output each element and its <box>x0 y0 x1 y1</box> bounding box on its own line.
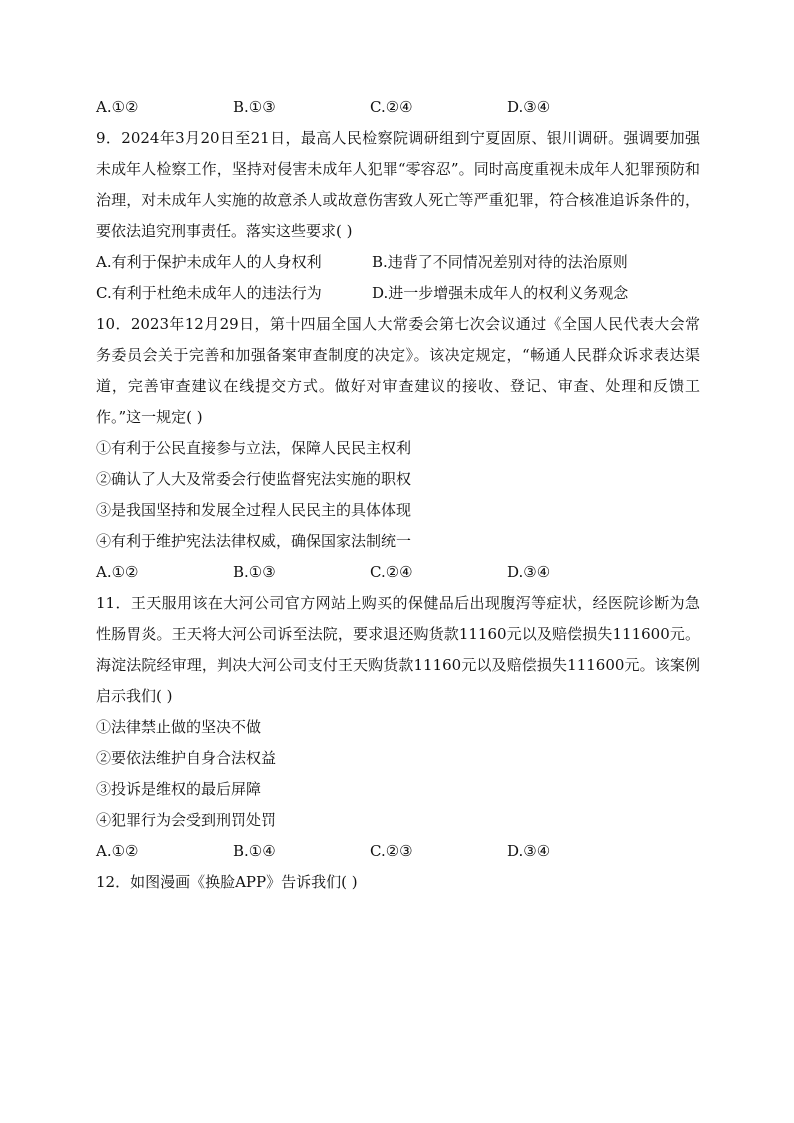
q9-stem: 9．2024年3月20日至21日，最高人民检察院调研组到宁夏固原、银川调研。强调要加强未成年人检察工作，坚持对侵害未成年人犯罪“零容忍”。同时高度重视未成年人犯罪预防和治理，对未成年人实施的故意杀人或故意伤害致人死亡等严重犯罪，符合核准追诉条件的，要依法追究刑事责任。落实这些要求( ) <box>96 129 700 240</box>
q10-option-a: A.①② <box>96 563 139 581</box>
q8-option-c: C.②④ <box>370 98 413 116</box>
q11-stem: 11．王天服用该在大河公司官方网站上购买的保健品后出现腹泻等症状，经医院诊断为急性肠胃炎。王天将大河公司诉至法院，要求退还购货款11160元以及赔偿损失111600元。海淀法院经审理，判决大河公司支付王天购货款11160元以及赔偿损失111600元。该案例启示我们( ) <box>96 594 700 705</box>
q8-options <box>96 92 700 123</box>
q11-options <box>96 836 700 867</box>
q11-statement-1: ①法律禁止做的坚决不做 <box>96 718 262 736</box>
q10-option-d: D.③④ <box>507 563 551 581</box>
q11-statement-4: ④犯罪行为会受到刑罚处罚 <box>96 811 277 829</box>
q11-option-a: A.①② <box>96 842 139 860</box>
q9-option-d: D.进一步增强未成年人的权利义务观念 <box>372 284 629 302</box>
page-content <box>96 92 700 898</box>
q11-option-d: D.③④ <box>507 842 551 860</box>
q11-option-c: C.②③ <box>370 842 413 860</box>
q9-option-c: C.有利于杜绝未成年人的违法行为 <box>96 284 322 302</box>
q8-option-d: D.③④ <box>507 98 551 116</box>
q9-option-b: B.违背了不同情况差别对待的法治原则 <box>372 253 628 271</box>
q9-option-a: A.有利于保护未成年人的人身权利 <box>96 253 322 271</box>
q8-option-a: A.①② <box>96 98 139 116</box>
q10-statement-1: ①有利于公民直接参与立法，保障人民民主权利 <box>96 439 412 457</box>
q9-options-row2 <box>96 278 700 309</box>
q11-statement-2: ②要依法维护自身合法权益 <box>96 749 277 767</box>
q10-stem: 10．2023年12月29日，第十四届全国人大常委会第七次会议通过《全国人民代表大会常务委员会关于完善和加强备案审查制度的决定》。该决定规定，“畅通人民群众诉求表达渠道，完善审查建议在线提交方式。做好对审查建议的接收、登记、审查、处理和反馈工作。”这一规定( ) <box>96 315 700 426</box>
q10-option-b: B.①③ <box>233 563 276 581</box>
q10-options <box>96 557 700 588</box>
q10-statement-4: ④有利于维护宪法法律权威，确保国家法制统一 <box>96 532 412 550</box>
q10-statement-3: ③是我国坚持和发展全过程人民民主的具体体现 <box>96 501 412 519</box>
q8-option-b: B.①③ <box>233 98 276 116</box>
q10-option-c: C.②④ <box>370 563 413 581</box>
q10-statement-2: ②确认了人大及常委会行使监督宪法实施的职权 <box>96 470 412 488</box>
q12-stem: 12．如图漫画《换脸APP》告诉我们( ) <box>96 873 358 891</box>
q11-option-b: B.①④ <box>233 842 276 860</box>
q9-options-row1 <box>96 247 700 278</box>
q11-statement-3: ③投诉是维权的最后屏障 <box>96 780 262 798</box>
